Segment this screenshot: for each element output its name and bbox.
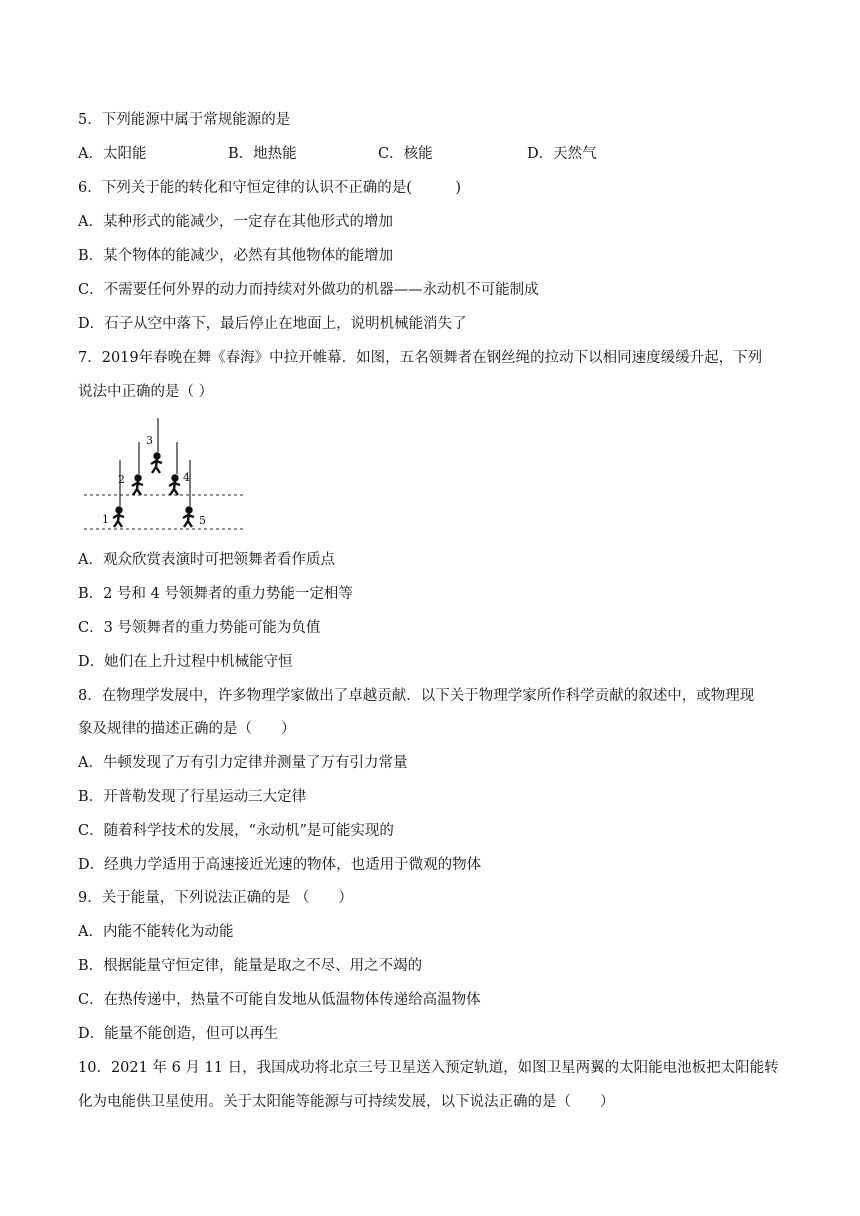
q7-option-d: D．她们在上升过程中机械能守恒	[78, 654, 293, 670]
q8-option-a: A．牛顿发现了万有引力定律并测量了万有引力常量	[78, 755, 408, 771]
q7-stem-line2: 说法中正确的是（ ）	[78, 384, 214, 400]
q5-option-b: B．地热能	[228, 146, 297, 162]
q6-stem: 6．下列关于能的转化和守恒定律的认识不正确的是( )	[78, 180, 462, 196]
q9-option-b: B．根据能量守恒定律，能量是取之不尽、用之不竭的	[78, 958, 423, 974]
q8-option-c: C．随着科学技术的发展，“永动机”是可能实现的	[78, 823, 394, 839]
q9-stem: 9．关于能量，下列说法正确的是 （ ）	[78, 890, 353, 906]
q5-option-c: C．核能	[378, 146, 433, 162]
q5-stem: 5．下列能源中属于常规能源的是	[78, 112, 291, 128]
q6-option-d: D．石子从空中落下，最后停止在地面上，说明机械能消失了	[78, 316, 467, 332]
q5-option-a: A．太阳能	[78, 146, 147, 162]
q7-option-b: B．2 号和 4 号领舞者的重力势能一定相等	[78, 586, 353, 602]
label-dancer-3: 3	[146, 434, 153, 447]
q5-option-d: D．天然气	[527, 146, 597, 162]
q8-stem-line2: 象及规律的描述正确的是（ ）	[78, 721, 296, 737]
dancer-1	[113, 507, 124, 527]
q7-option-a: A．观众欣赏表演时可把领舞者看作质点	[78, 552, 335, 568]
dancer-4	[169, 475, 180, 495]
q8-option-b: B．开普勒发现了行星运动三大定律	[78, 789, 307, 805]
q9-option-a: A．内能不能转化为动能	[78, 924, 234, 940]
q9-option-c: C．在热传递中，热量不可能自发地从低温物体传递给高温物体	[78, 992, 481, 1008]
label-dancer-2: 2	[118, 473, 125, 486]
q7-stem-line1: 7．2019年春晚在舞《春海》中拉开帷幕．如图，五名领舞者在钢丝绳的拉动下以相同速度缓缓升起，下列	[78, 350, 763, 366]
q10-stem-line1: 10．2021 年 6 月 11 日，我国成功将北京三号卫星送入预定轨道，如图卫星两翼的太阳能电池板把太阳能转	[78, 1060, 779, 1076]
label-dancer-1: 1	[102, 513, 109, 526]
dancer-5	[183, 507, 194, 527]
label-dancer-4: 4	[183, 471, 190, 484]
q9-option-d: D．能量不能创造，但可以再生	[78, 1026, 279, 1042]
q7-option-c: C．3 号领舞者的重力势能可能为负值	[78, 620, 321, 636]
q8-option-d: D．经典力学适用于高速接近光速的物体，也适用于微观的物体	[78, 857, 482, 873]
q7-dancers-figure	[78, 416, 250, 538]
q10-stem-line2: 化为电能供卫星使用。关于太阳能等能源与可持续发展，以下说法正确的是（ ）	[78, 1094, 615, 1110]
q6-option-c: C．不需要任何外界的动力而持续对外做功的机器——永动机不可能制成	[78, 282, 539, 298]
q6-option-a: A．某种形式的能减少，一定存在其他形式的增加	[78, 214, 393, 230]
dancer-2	[132, 475, 143, 495]
dancer-3	[151, 453, 162, 473]
label-dancer-5: 5	[199, 514, 206, 527]
q8-stem-line1: 8．在物理学发展中，许多物理学家做出了卓越贡献．以下关于物理学家所作科学贡献的叙述中，或物理现	[78, 688, 755, 704]
q6-option-b: B．某个物体的能减少，必然有其他物体的能增加	[78, 248, 394, 264]
